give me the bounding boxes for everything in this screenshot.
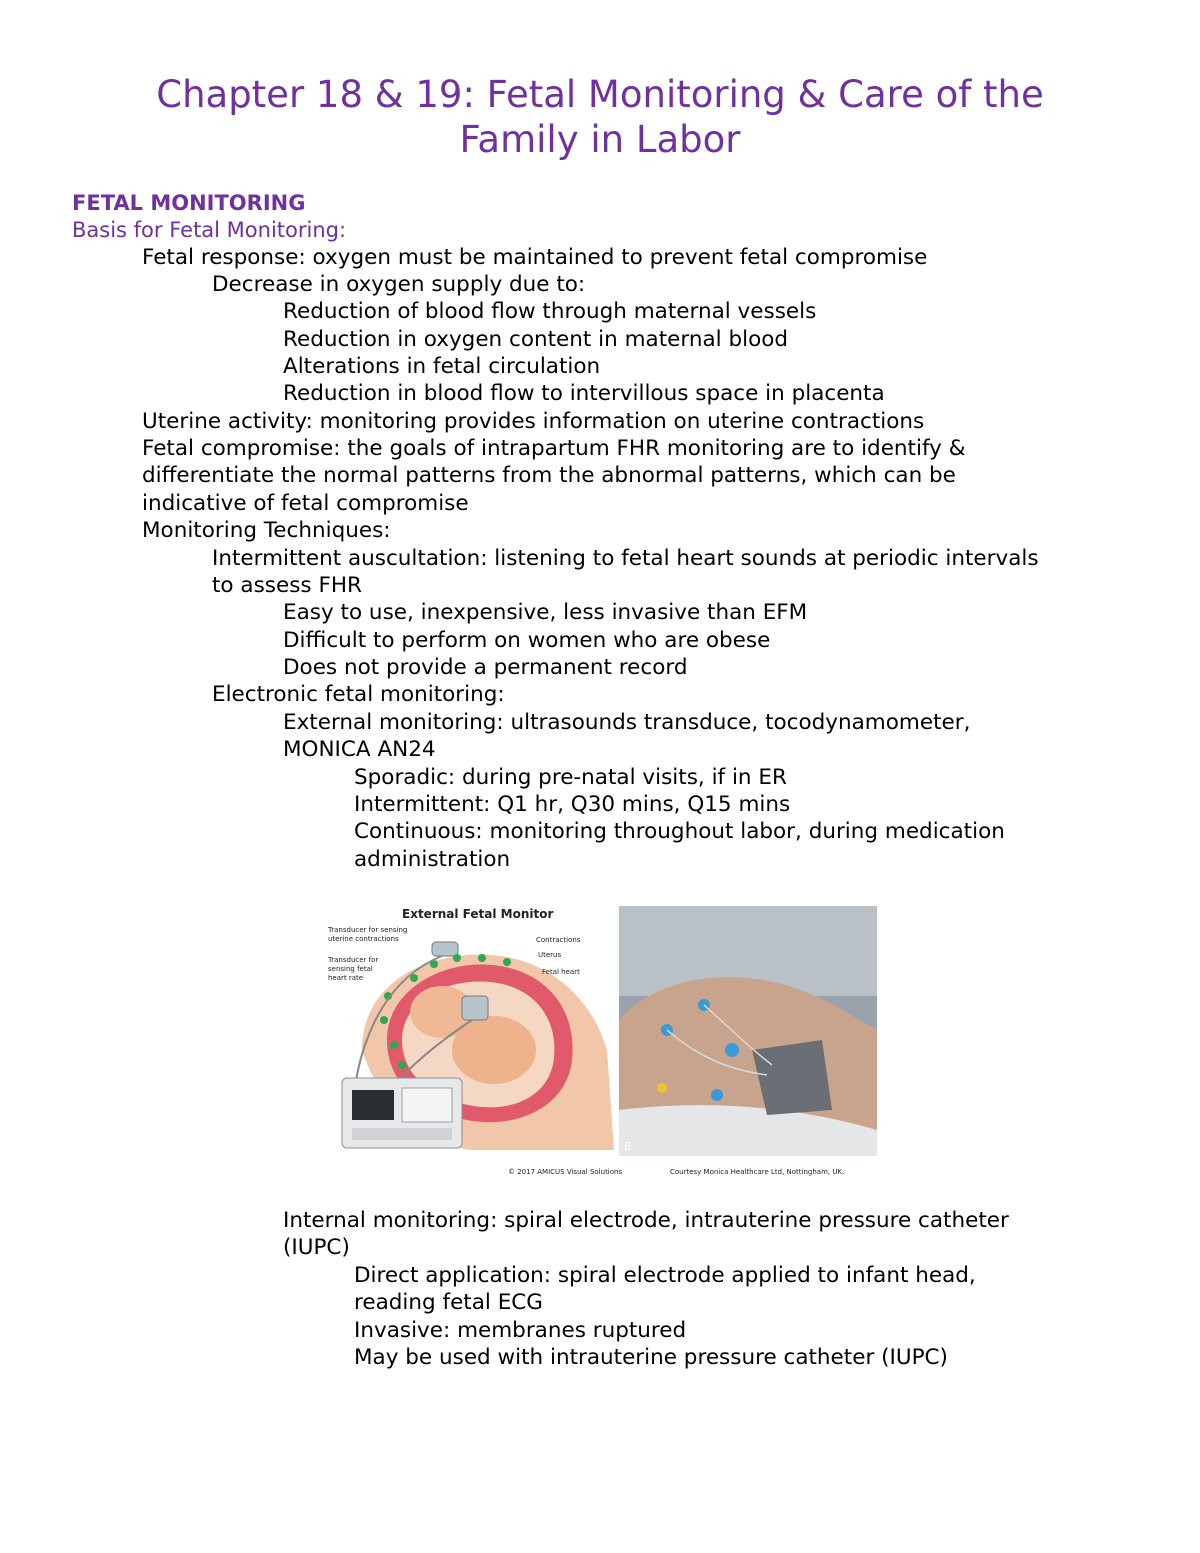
body-line: to assess FHR (212, 573, 362, 598)
uterine-transducer-icon (432, 942, 458, 956)
subheading: Basis for Fetal Monitoring: (72, 218, 347, 242)
body-line: Sporadic: during pre-natal visits, if in ER (354, 765, 787, 790)
fhr-transducer-icon (462, 996, 488, 1020)
body-line: Reduction of blood flow through maternal vessels (283, 299, 817, 324)
credit-left: © 2017 AMICUS Visual Solutions (508, 1168, 623, 1176)
external-fetal-monitor-figure (322, 900, 882, 1182)
body-line: Internal monitoring: spiral electrode, intrauterine pressure catheter (283, 1208, 1009, 1233)
photo-panel (619, 906, 877, 1176)
body-line: Difficult to perform on women who are obese (283, 628, 771, 653)
body-line: Direct application: spiral electrode applied to infant head, (354, 1263, 976, 1288)
label-uterine-transducer-1: Transducer for sensing (328, 926, 408, 934)
credit-right: Courtesy Monica Healthcare Ltd, Nottingham, UK. (670, 1168, 845, 1176)
body-line: Reduction in oxygen content in maternal blood (283, 327, 789, 352)
body-line: Fetal response: oxygen must be maintained to prevent fetal compromise (142, 245, 928, 270)
body-line: reading fetal ECG (354, 1290, 543, 1315)
title-line-2: Family in Labor (459, 118, 741, 161)
body-line: administration (354, 847, 511, 872)
body-line: Does not provide a permanent record (283, 655, 688, 680)
label-fhr-transducer-3: heart rate (328, 974, 364, 982)
label-fhr-transducer-2: sensing fetal (328, 965, 373, 973)
label-uterine-transducer-2: uterine contractions (328, 935, 399, 943)
illustration-panel (322, 900, 622, 1182)
label-fhr-transducer-1: Transducer for (328, 956, 379, 964)
body-line: Monitoring Techniques: (142, 518, 391, 543)
body-line: (IUPC) (283, 1235, 350, 1260)
body-line: Reduction in blood flow to intervillous space in placenta (283, 381, 885, 406)
body-line: Easy to use, inexpensive, less invasive than EFM (283, 600, 808, 625)
body-line: Intermittent auscultation: listening to fetal heart sounds at periodic intervals (212, 546, 1039, 571)
body-line: May be used with intrauterine pressure catheter (IUPC) (354, 1345, 948, 1370)
section-heading: FETAL MONITORING (72, 191, 306, 215)
body-line: Uterine activity: monitoring provides information on uterine contractions (142, 409, 925, 434)
body-line: Fetal compromise: the goals of intrapartum FHR monitoring are to identify & (142, 436, 966, 461)
body-line: MONICA AN24 (283, 737, 436, 762)
body-line: Alterations in fetal circulation (283, 354, 601, 379)
monitor-machine (342, 1078, 462, 1148)
label-fetal-heart: Fetal heart (542, 968, 580, 976)
body-line: External monitoring: ultrasounds transduce, tocodynamometer, (283, 710, 971, 735)
body-line: Intermittent: Q1 hr, Q30 mins, Q15 mins (354, 792, 791, 817)
label-uterus: Uterus (538, 951, 562, 959)
body-line: differentiate the normal patterns from the abnormal patterns, which can be (142, 463, 956, 488)
figure-title: External Fetal Monitor (402, 907, 554, 921)
body-line: Invasive: membranes ruptured (354, 1318, 687, 1343)
panel-letter: B (624, 1140, 632, 1153)
body-line: indicative of fetal compromise (142, 491, 469, 516)
body-line: Continuous: monitoring throughout labor, during medication (354, 819, 1005, 844)
body-line: Electronic fetal monitoring: (212, 682, 505, 707)
title-line-1: Chapter 18 & 19: Fetal Monitoring & Care of the (156, 73, 1044, 116)
page-title (60, 72, 1140, 162)
body-line: Decrease in oxygen supply due to: (212, 272, 586, 297)
label-contractions: Contractions (536, 936, 581, 944)
